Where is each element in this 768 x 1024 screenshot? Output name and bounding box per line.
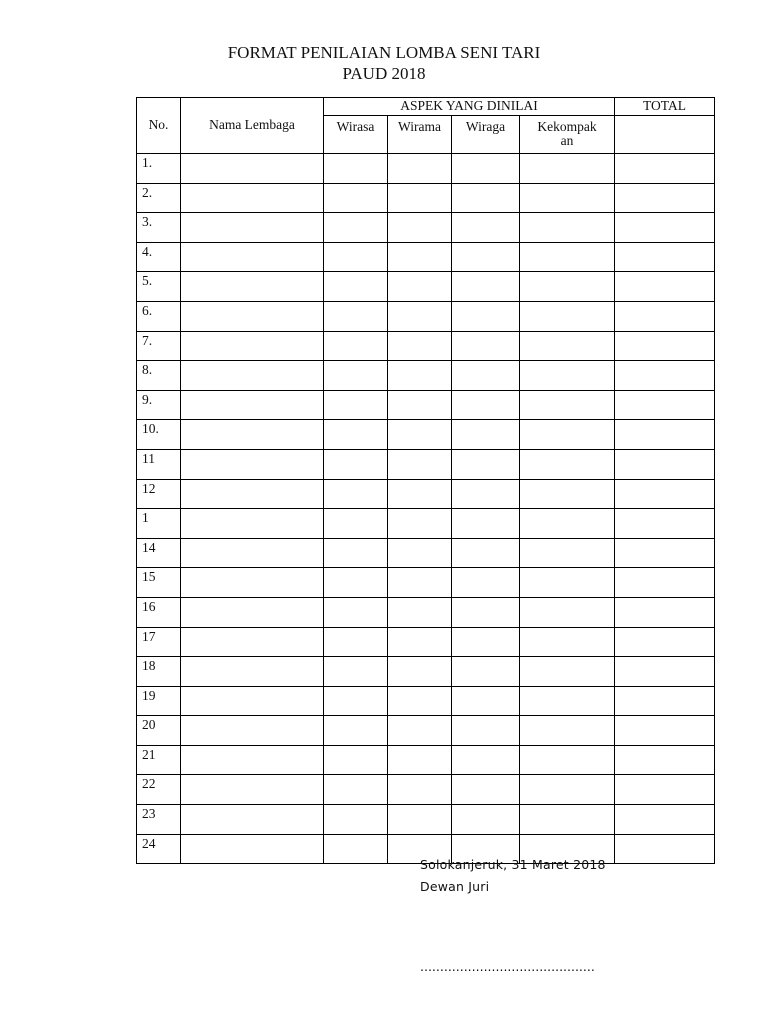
row-number: 1. bbox=[137, 154, 181, 184]
header-wirasa: Wirasa bbox=[324, 116, 388, 154]
cell-total[interactable] bbox=[615, 213, 715, 243]
row-number: 16 bbox=[137, 597, 181, 627]
row-number: 23 bbox=[137, 805, 181, 835]
cell-kekompakan[interactable] bbox=[520, 213, 615, 243]
cell-nama-lembaga[interactable] bbox=[181, 390, 324, 420]
cell-total[interactable] bbox=[615, 627, 715, 657]
table-row bbox=[137, 301, 715, 331]
row-number: 3. bbox=[137, 213, 181, 243]
cell-kekompakan[interactable] bbox=[520, 183, 615, 213]
cell-wirama[interactable] bbox=[388, 301, 452, 331]
cell-wiraga[interactable] bbox=[452, 568, 520, 598]
cell-kekompakan[interactable] bbox=[520, 390, 615, 420]
row-number: 2. bbox=[137, 183, 181, 213]
cell-total[interactable] bbox=[615, 716, 715, 746]
cell-kekompakan[interactable] bbox=[520, 449, 615, 479]
cell-total[interactable] bbox=[615, 479, 715, 509]
cell-wiraga[interactable] bbox=[452, 686, 520, 716]
row-number: 4. bbox=[137, 242, 181, 272]
row-number: 11 bbox=[137, 449, 181, 479]
cell-wirasa[interactable] bbox=[324, 627, 388, 657]
cell-wirama[interactable] bbox=[388, 538, 452, 568]
cell-wiraga[interactable] bbox=[452, 805, 520, 835]
table-row bbox=[137, 242, 715, 272]
cell-nama-lembaga[interactable] bbox=[181, 509, 324, 539]
cell-kekompakan[interactable] bbox=[520, 745, 615, 775]
signature-place-date: Solokanjeruk, 31 Maret 2018 bbox=[420, 857, 606, 872]
cell-wirasa[interactable] bbox=[324, 568, 388, 598]
cell-wirasa[interactable] bbox=[324, 834, 388, 864]
header-aspek-yang-dinilai: ASPEK YANG DINILAI bbox=[324, 98, 615, 116]
cell-nama-lembaga[interactable] bbox=[181, 301, 324, 331]
cell-total[interactable] bbox=[615, 154, 715, 184]
row-number: 1 bbox=[137, 509, 181, 539]
cell-wiraga[interactable] bbox=[452, 390, 520, 420]
cell-wirasa[interactable] bbox=[324, 686, 388, 716]
table-row bbox=[137, 538, 715, 568]
cell-nama-lembaga[interactable] bbox=[181, 449, 324, 479]
table-row bbox=[137, 509, 715, 539]
cell-wiraga[interactable] bbox=[452, 183, 520, 213]
cell-nama-lembaga[interactable] bbox=[181, 242, 324, 272]
signature-line: ............................................ bbox=[420, 959, 595, 974]
cell-nama-lembaga[interactable] bbox=[181, 686, 324, 716]
cell-wirama[interactable] bbox=[388, 716, 452, 746]
form-subtitle: PAUD 2018 bbox=[342, 64, 426, 83]
cell-nama-lembaga[interactable] bbox=[181, 272, 324, 302]
header-no: No. bbox=[137, 98, 181, 154]
cell-wirama[interactable] bbox=[388, 479, 452, 509]
cell-total[interactable] bbox=[615, 361, 715, 391]
table-row bbox=[137, 154, 715, 184]
cell-wirama[interactable] bbox=[388, 390, 452, 420]
cell-total[interactable] bbox=[615, 509, 715, 539]
table-row bbox=[137, 686, 715, 716]
cell-wirama[interactable] bbox=[388, 509, 452, 539]
cell-wirama[interactable] bbox=[388, 627, 452, 657]
cell-nama-lembaga[interactable] bbox=[181, 745, 324, 775]
cell-wiraga[interactable] bbox=[452, 154, 520, 184]
cell-kekompakan[interactable] bbox=[520, 568, 615, 598]
cell-wiraga[interactable] bbox=[452, 301, 520, 331]
cell-wiraga[interactable] bbox=[452, 213, 520, 243]
cell-total[interactable] bbox=[615, 805, 715, 835]
cell-wiraga[interactable] bbox=[452, 745, 520, 775]
cell-wirasa[interactable] bbox=[324, 331, 388, 361]
header-kekompakan-line1: Kekompak bbox=[537, 119, 597, 134]
cell-total[interactable] bbox=[615, 568, 715, 598]
cell-wiraga[interactable] bbox=[452, 716, 520, 746]
cell-kekompakan[interactable] bbox=[520, 657, 615, 687]
cell-total[interactable] bbox=[615, 686, 715, 716]
cell-wirasa[interactable] bbox=[324, 509, 388, 539]
row-number: 9. bbox=[137, 390, 181, 420]
cell-wiraga[interactable] bbox=[452, 479, 520, 509]
cell-wirasa[interactable] bbox=[324, 154, 388, 184]
cell-wirasa[interactable] bbox=[324, 479, 388, 509]
row-number: 14 bbox=[137, 538, 181, 568]
table-row bbox=[137, 272, 715, 302]
cell-wirasa[interactable] bbox=[324, 301, 388, 331]
cell-wirasa[interactable] bbox=[324, 272, 388, 302]
cell-wirama[interactable] bbox=[388, 272, 452, 302]
table-row bbox=[137, 420, 715, 450]
cell-wirama[interactable] bbox=[388, 183, 452, 213]
cell-nama-lembaga[interactable] bbox=[181, 361, 324, 391]
cell-total[interactable] bbox=[615, 390, 715, 420]
row-number: 6. bbox=[137, 301, 181, 331]
cell-wirama[interactable] bbox=[388, 361, 452, 391]
cell-kekompakan[interactable] bbox=[520, 331, 615, 361]
row-number: 21 bbox=[137, 745, 181, 775]
cell-kekompakan[interactable] bbox=[520, 272, 615, 302]
cell-total[interactable] bbox=[615, 538, 715, 568]
cell-total[interactable] bbox=[615, 420, 715, 450]
cell-wirama[interactable] bbox=[388, 420, 452, 450]
cell-wirama[interactable] bbox=[388, 805, 452, 835]
score-table bbox=[136, 97, 715, 864]
cell-wirama[interactable] bbox=[388, 745, 452, 775]
cell-kekompakan[interactable] bbox=[520, 479, 615, 509]
cell-total[interactable] bbox=[615, 657, 715, 687]
cell-wirama[interactable] bbox=[388, 568, 452, 598]
cell-wirama[interactable] bbox=[388, 242, 452, 272]
cell-wiraga[interactable] bbox=[452, 242, 520, 272]
cell-total[interactable] bbox=[615, 183, 715, 213]
cell-kekompakan[interactable] bbox=[520, 716, 615, 746]
table-row bbox=[137, 183, 715, 213]
cell-total[interactable] bbox=[615, 331, 715, 361]
table-row bbox=[137, 361, 715, 391]
cell-kekompakan[interactable] bbox=[520, 597, 615, 627]
row-number: 10. bbox=[137, 420, 181, 450]
row-number: 19 bbox=[137, 686, 181, 716]
cell-wirasa[interactable] bbox=[324, 597, 388, 627]
cell-wiraga[interactable] bbox=[452, 657, 520, 687]
table-row bbox=[137, 331, 715, 361]
cell-kekompakan[interactable] bbox=[520, 361, 615, 391]
header-total: TOTAL bbox=[615, 98, 715, 116]
cell-wiraga[interactable] bbox=[452, 331, 520, 361]
cell-nama-lembaga[interactable] bbox=[181, 479, 324, 509]
cell-wirasa[interactable] bbox=[324, 716, 388, 746]
row-number: 15 bbox=[137, 568, 181, 598]
cell-kekompakan[interactable] bbox=[520, 420, 615, 450]
cell-total[interactable] bbox=[615, 272, 715, 302]
cell-nama-lembaga[interactable] bbox=[181, 538, 324, 568]
total-subheader-cell bbox=[615, 116, 715, 154]
row-number: 18 bbox=[137, 657, 181, 687]
cell-wiraga[interactable] bbox=[452, 627, 520, 657]
table-row bbox=[137, 597, 715, 627]
table-row bbox=[137, 449, 715, 479]
header-wiraga: Wiraga bbox=[452, 116, 520, 154]
cell-wiraga[interactable] bbox=[452, 361, 520, 391]
cell-nama-lembaga[interactable] bbox=[181, 154, 324, 184]
cell-nama-lembaga[interactable] bbox=[181, 627, 324, 657]
cell-nama-lembaga[interactable] bbox=[181, 183, 324, 213]
header-kekompakan-line2: an bbox=[560, 133, 574, 148]
cell-wirasa[interactable] bbox=[324, 242, 388, 272]
cell-total[interactable] bbox=[615, 834, 715, 864]
cell-wiraga[interactable] bbox=[452, 420, 520, 450]
cell-wirama[interactable] bbox=[388, 775, 452, 805]
signature-role: Dewan Juri bbox=[420, 879, 490, 894]
cell-kekompakan[interactable] bbox=[520, 627, 615, 657]
cell-wirama[interactable] bbox=[388, 213, 452, 243]
cell-total[interactable] bbox=[615, 745, 715, 775]
cell-nama-lembaga[interactable] bbox=[181, 213, 324, 243]
cell-kekompakan[interactable] bbox=[520, 775, 615, 805]
cell-nama-lembaga[interactable] bbox=[181, 420, 324, 450]
cell-wirasa[interactable] bbox=[324, 657, 388, 687]
row-number: 5. bbox=[137, 272, 181, 302]
cell-wiraga[interactable] bbox=[452, 449, 520, 479]
table-row bbox=[137, 805, 715, 835]
cell-kekompakan[interactable] bbox=[520, 154, 615, 184]
cell-kekompakan[interactable] bbox=[520, 805, 615, 835]
cell-kekompakan[interactable] bbox=[520, 686, 615, 716]
cell-wirama[interactable] bbox=[388, 154, 452, 184]
table-row bbox=[137, 775, 715, 805]
table-row bbox=[137, 627, 715, 657]
form-title: FORMAT PENILAIAN LOMBA SENI TARI bbox=[227, 43, 541, 62]
cell-wirasa[interactable] bbox=[324, 361, 388, 391]
cell-wirasa[interactable] bbox=[324, 538, 388, 568]
row-number: 12 bbox=[137, 479, 181, 509]
table-row bbox=[137, 745, 715, 775]
cell-wirasa[interactable] bbox=[324, 745, 388, 775]
cell-kekompakan[interactable] bbox=[520, 509, 615, 539]
cell-nama-lembaga[interactable] bbox=[181, 775, 324, 805]
cell-total[interactable] bbox=[615, 242, 715, 272]
cell-wirasa[interactable] bbox=[324, 449, 388, 479]
cell-nama-lembaga[interactable] bbox=[181, 597, 324, 627]
row-number: 17 bbox=[137, 627, 181, 657]
row-number: 20 bbox=[137, 716, 181, 746]
cell-wirasa[interactable] bbox=[324, 805, 388, 835]
table-row bbox=[137, 479, 715, 509]
cell-wirama[interactable] bbox=[388, 331, 452, 361]
cell-nama-lembaga[interactable] bbox=[181, 568, 324, 598]
cell-wiraga[interactable] bbox=[452, 597, 520, 627]
cell-kekompakan[interactable] bbox=[520, 538, 615, 568]
header-nama-lembaga: Nama Lembaga bbox=[181, 98, 324, 154]
row-number: 8. bbox=[137, 361, 181, 391]
cell-nama-lembaga[interactable] bbox=[181, 716, 324, 746]
cell-wirama[interactable] bbox=[388, 657, 452, 687]
table-row bbox=[137, 568, 715, 598]
cell-wirama[interactable] bbox=[388, 686, 452, 716]
header-wirama: Wirama bbox=[388, 116, 452, 154]
cell-nama-lembaga[interactable] bbox=[181, 805, 324, 835]
cell-wirasa[interactable] bbox=[324, 390, 388, 420]
cell-kekompakan[interactable] bbox=[520, 242, 615, 272]
table-row bbox=[137, 390, 715, 420]
cell-wiraga[interactable] bbox=[452, 538, 520, 568]
row-number: 22 bbox=[137, 775, 181, 805]
cell-wirasa[interactable] bbox=[324, 420, 388, 450]
cell-total[interactable] bbox=[615, 449, 715, 479]
row-number: 24 bbox=[137, 834, 181, 864]
cell-total[interactable] bbox=[615, 775, 715, 805]
cell-nama-lembaga[interactable] bbox=[181, 331, 324, 361]
table-row bbox=[137, 716, 715, 746]
cell-wiraga[interactable] bbox=[452, 272, 520, 302]
table-row bbox=[137, 657, 715, 687]
cell-total[interactable] bbox=[615, 301, 715, 331]
cell-wirasa[interactable] bbox=[324, 183, 388, 213]
cell-total[interactable] bbox=[615, 597, 715, 627]
cell-nama-lembaga[interactable] bbox=[181, 834, 324, 864]
score-table-body bbox=[137, 154, 715, 864]
cell-wirasa[interactable] bbox=[324, 213, 388, 243]
table-row bbox=[137, 213, 715, 243]
cell-wirasa[interactable] bbox=[324, 775, 388, 805]
cell-nama-lembaga[interactable] bbox=[181, 657, 324, 687]
cell-wirama[interactable] bbox=[388, 449, 452, 479]
cell-wirama[interactable] bbox=[388, 597, 452, 627]
cell-wiraga[interactable] bbox=[452, 775, 520, 805]
row-number: 7. bbox=[137, 331, 181, 361]
cell-wiraga[interactable] bbox=[452, 509, 520, 539]
header-kekompakan bbox=[520, 116, 615, 154]
cell-kekompakan[interactable] bbox=[520, 301, 615, 331]
